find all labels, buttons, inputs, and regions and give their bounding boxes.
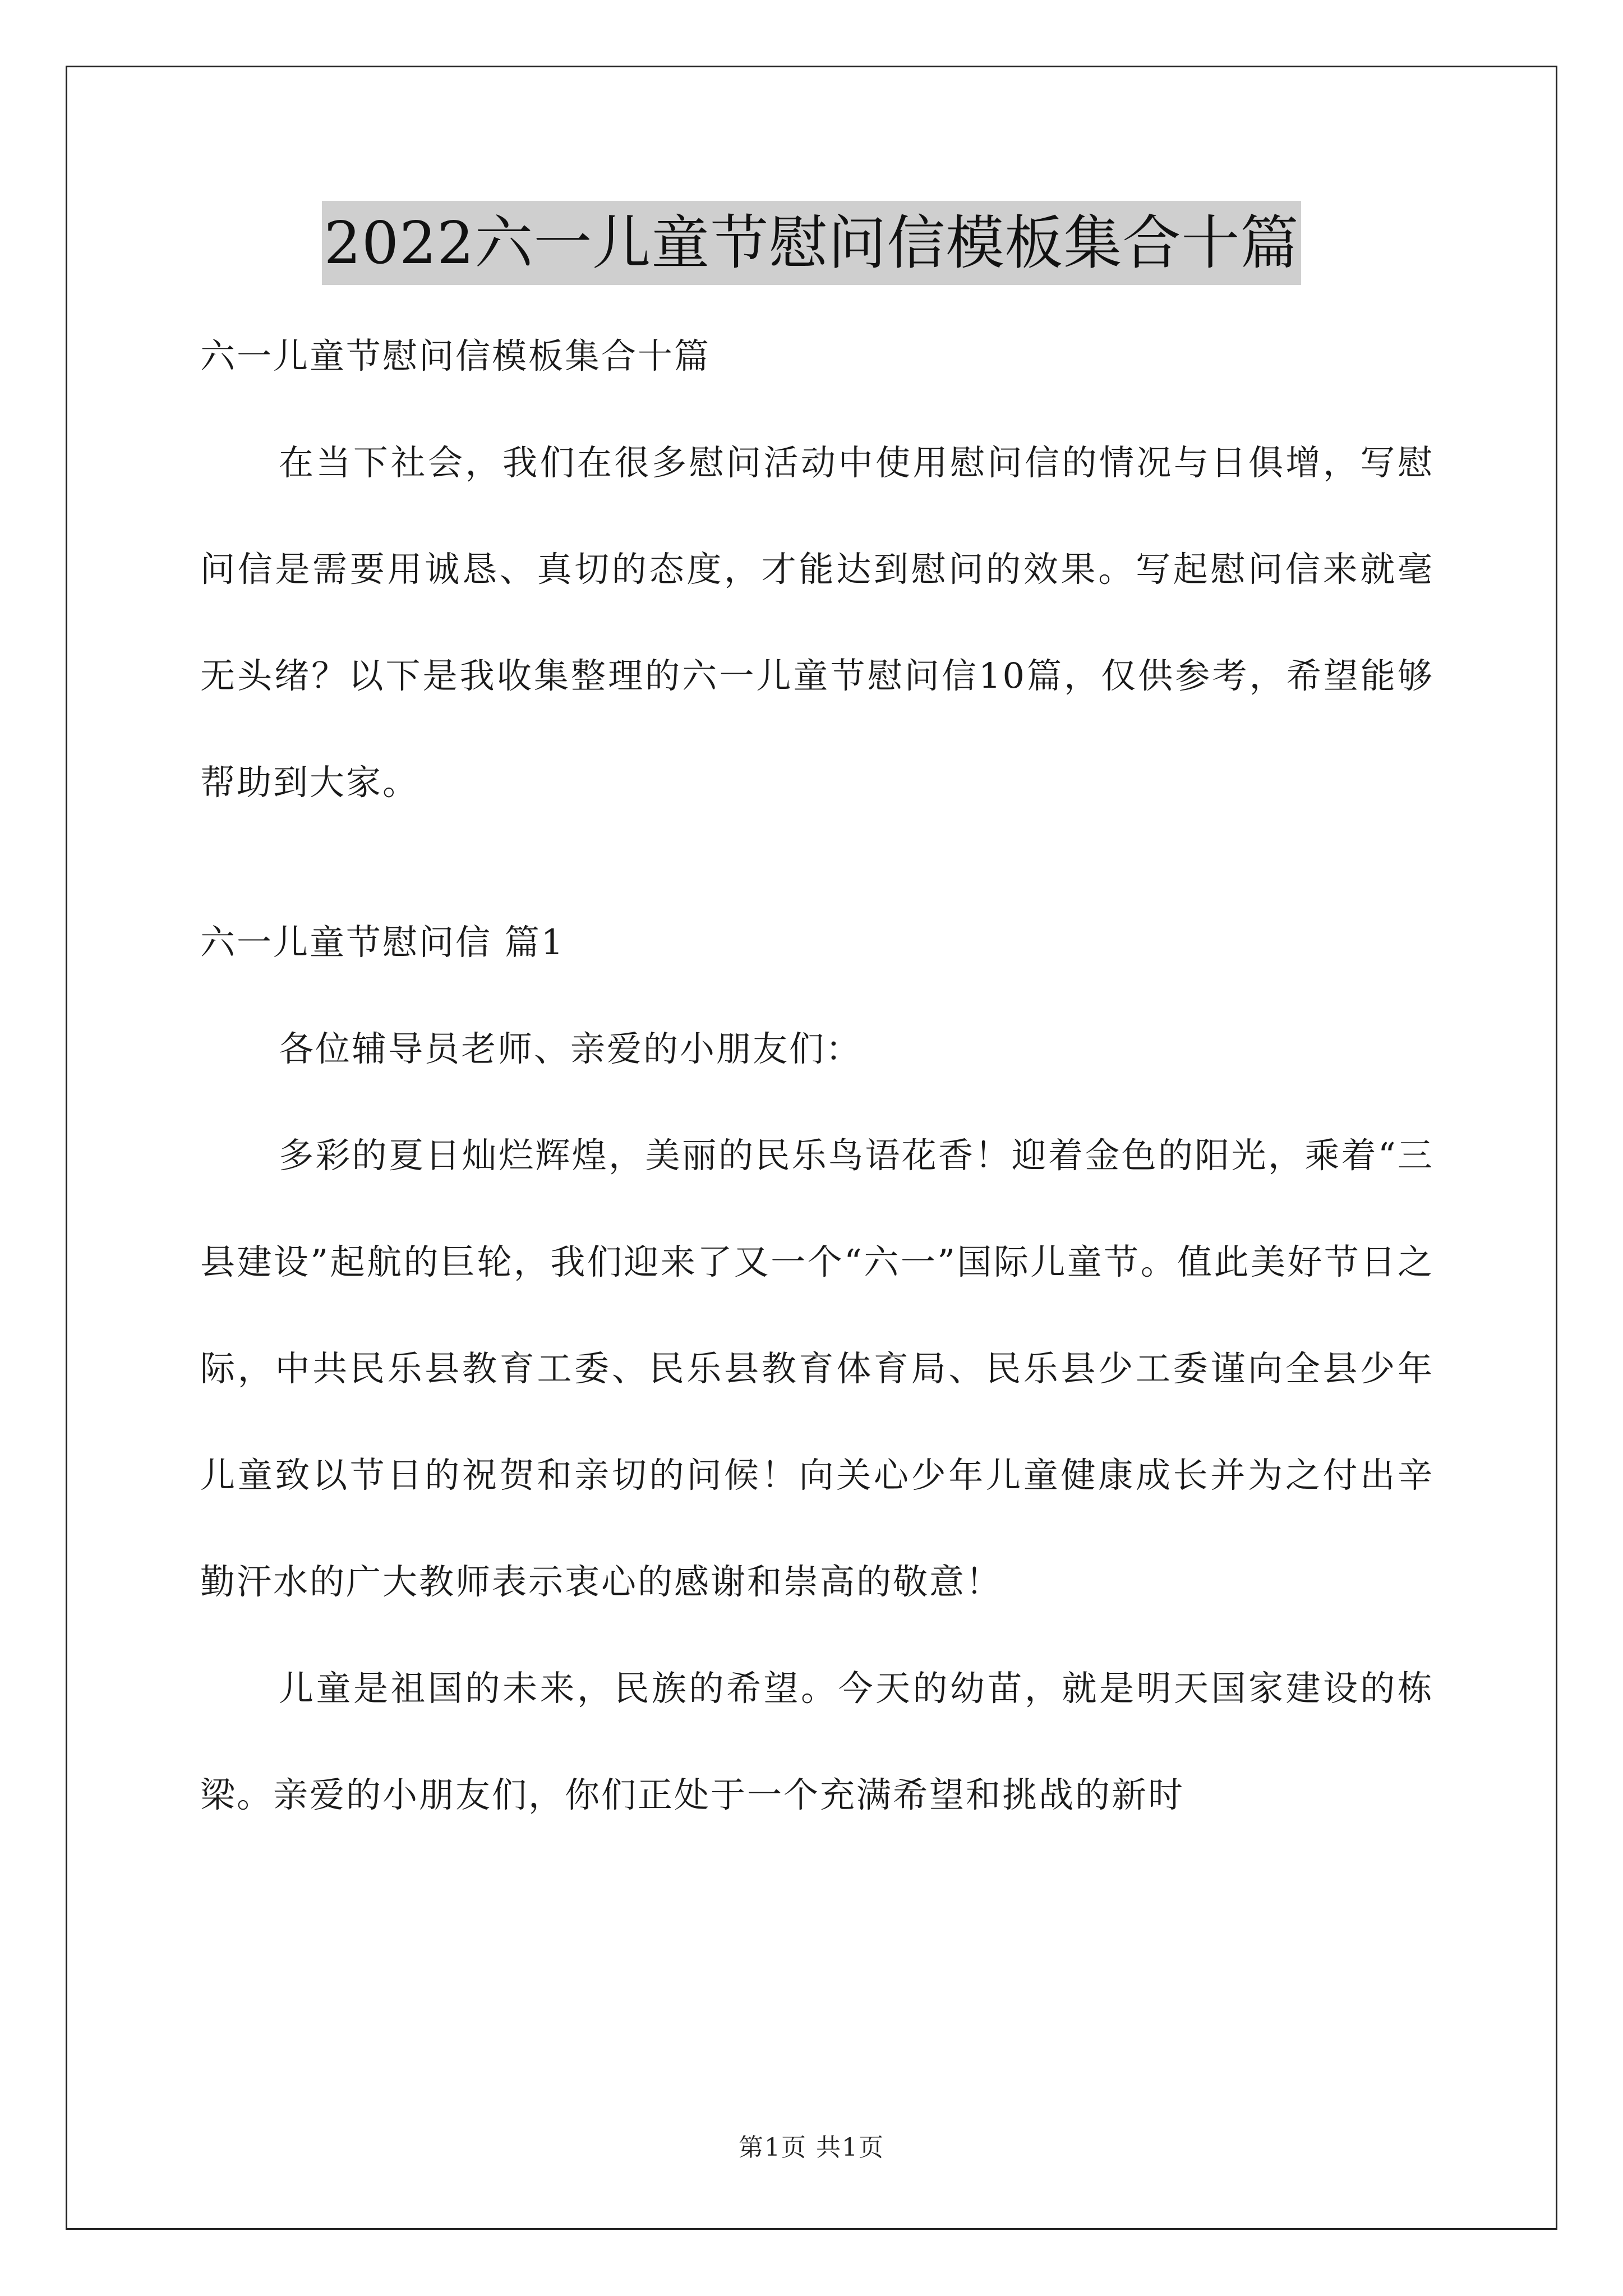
document-title-text: 2022六一儿童节慰问信模板集合十篇 [322,201,1302,285]
document-body [200,303,1434,1848]
page-footer: 第1页 共1页 [739,2133,884,2162]
body-paragraph-1: 多彩的夏日灿烂辉煌，美丽的民乐鸟语花香！迎着金色的阳光，乘着“三县建设”起航的巨轮，我们迎来了又一个“六一”国际儿童节。值此美好节日之际，中共民乐县教育工委、民乐县教育体育局、民乐县少工委谨向全县少年儿童致以节日的祝贺和亲切的问候！向关心少年儿童健康成长并为之付出辛勤汗水的广大教师表示衷心的感谢和崇高的敬意！ [200,1135,1434,1602]
intro-paragraph: 在当下社会，我们在很多慰问活动中使用慰问信的情况与日俱增，写慰问信是需要用诚恳、真切的态度，才能达到慰问的效果。写起慰问信来就毫无头绪？以下是我收集整理的六一儿童节慰问信10篇，仅供参考，希望能够帮助到大家。 [200,442,1434,803]
document-title [0,201,1623,285]
salutation: 各位辅导员老师、亲爱的小朋友们： [279,1028,863,1069]
section-spacer [200,836,1434,889]
subtitle: 六一儿童节慰问信模板集合十篇 [200,335,711,376]
section-heading: 六一儿童节慰问信 篇1 [200,922,565,963]
body-paragraph-2: 儿童是祖国的未来，民族的希望。今天的幼苗，就是明天国家建设的栋梁。亲爱的小朋友们，你们正处于一个充满希望和挑战的新时 [200,1668,1434,1815]
